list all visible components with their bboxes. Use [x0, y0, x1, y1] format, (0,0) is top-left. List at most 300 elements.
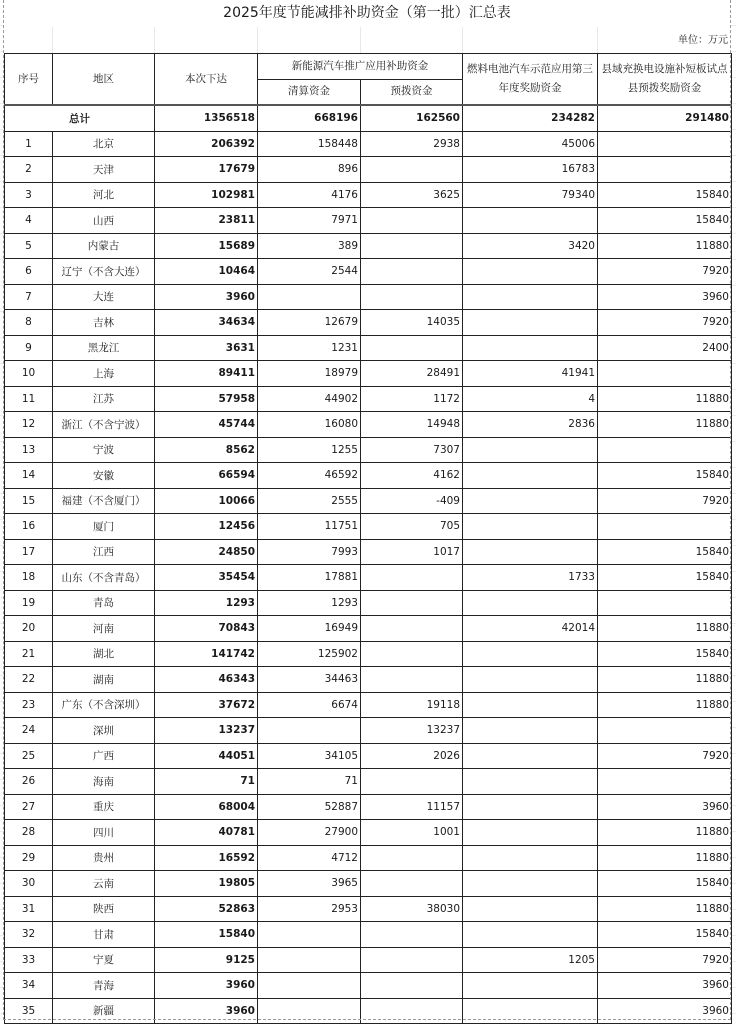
cell-county-charging[interactable]: 15840	[598, 463, 732, 489]
page-break-left	[3, 0, 4, 1020]
cell-region[interactable]: 深圳	[53, 718, 155, 744]
cell-current[interactable]: 10066	[155, 488, 258, 514]
cell-fuel-cell[interactable]: 16783	[463, 157, 598, 183]
cell-nev-clearing[interactable]: 2544	[258, 259, 361, 285]
header-nev-prealloc[interactable]: 预拨资金	[361, 79, 463, 105]
cell-county-charging[interactable]: 7920	[598, 947, 732, 973]
cell-region[interactable]: 宁夏	[53, 947, 155, 973]
cell-county-charging[interactable]: 15840	[598, 208, 732, 234]
cell-region[interactable]: 吉林	[53, 310, 155, 336]
total-county-charging[interactable]: 291480	[598, 105, 732, 131]
table-row	[5, 335, 732, 361]
cell-index[interactable]: 12	[5, 412, 53, 438]
table-row	[5, 794, 732, 820]
cell-fuel-cell[interactable]: 3420	[463, 233, 598, 259]
cell-nev-clearing[interactable]: 2555	[258, 488, 361, 514]
cell-region[interactable]: 天津	[53, 157, 155, 183]
total-label[interactable]: 总计	[5, 105, 155, 131]
cell-current[interactable]: 12456	[155, 514, 258, 540]
cell-nev-prealloc[interactable]: 1001	[361, 820, 463, 846]
cell-index[interactable]: 28	[5, 820, 53, 846]
cell-fuel-cell[interactable]	[463, 871, 598, 897]
cell-nev-clearing[interactable]: 12679	[258, 310, 361, 336]
cell-region[interactable]: 浙江（不含宁波）	[53, 412, 155, 438]
cell-region[interactable]: 云南	[53, 871, 155, 897]
cell-nev-prealloc[interactable]	[361, 922, 463, 948]
cell-index[interactable]: 1	[5, 131, 53, 157]
gridline	[360, 27, 361, 53]
cell-county-charging[interactable]: 7920	[598, 259, 732, 285]
cell-region[interactable]: 海南	[53, 769, 155, 795]
cell-region[interactable]: 安徽	[53, 463, 155, 489]
cell-index[interactable]: 3	[5, 182, 53, 208]
cell-fuel-cell[interactable]	[463, 794, 598, 820]
cell-nev-clearing[interactable]: 125902	[258, 641, 361, 667]
cell-nev-prealloc[interactable]: 28491	[361, 361, 463, 387]
table-row	[5, 539, 732, 565]
cell-fuel-cell[interactable]	[463, 641, 598, 667]
cell-nev-prealloc[interactable]: 4162	[361, 463, 463, 489]
cell-county-charging[interactable]: 7920	[598, 743, 732, 769]
cell-fuel-cell[interactable]	[463, 284, 598, 310]
table-row	[5, 361, 732, 387]
cell-current[interactable]: 13237	[155, 718, 258, 744]
cell-region[interactable]: 江西	[53, 539, 155, 565]
cell-nev-prealloc[interactable]	[361, 845, 463, 871]
cell-index[interactable]: 26	[5, 769, 53, 795]
cell-county-charging[interactable]: 11880	[598, 386, 732, 412]
cell-nev-prealloc[interactable]: 13237	[361, 718, 463, 744]
cell-county-charging[interactable]: 3960	[598, 794, 732, 820]
total-current[interactable]: 1356518	[155, 105, 258, 131]
table-row	[5, 514, 732, 540]
cell-nev-clearing[interactable]	[258, 284, 361, 310]
cell-index[interactable]: 35	[5, 998, 53, 1024]
cell-nev-prealloc[interactable]: 2026	[361, 743, 463, 769]
cell-region[interactable]: 河北	[53, 182, 155, 208]
header-county-charging[interactable]: 县域充换电设施补短板试点县预拨奖励资金	[598, 54, 732, 106]
table-row	[5, 973, 732, 999]
cell-nev-clearing[interactable]	[258, 718, 361, 744]
cell-nev-prealloc[interactable]: 705	[361, 514, 463, 540]
cell-current[interactable]: 89411	[155, 361, 258, 387]
cell-fuel-cell[interactable]	[463, 463, 598, 489]
cell-region[interactable]: 河南	[53, 616, 155, 642]
cell-nev-clearing[interactable]: 2953	[258, 896, 361, 922]
cell-nev-prealloc[interactable]	[361, 641, 463, 667]
cell-fuel-cell[interactable]	[463, 667, 598, 693]
table-title: 2025年度节能减排补助资金（第一批）汇总表	[4, 0, 730, 28]
cell-county-charging[interactable]: 3960	[598, 973, 732, 999]
cell-nev-prealloc[interactable]: 1172	[361, 386, 463, 412]
cell-county-charging[interactable]: 11880	[598, 233, 732, 259]
cell-nev-prealloc[interactable]	[361, 973, 463, 999]
cell-region[interactable]: 福建（不含厦门）	[53, 488, 155, 514]
cell-fuel-cell[interactable]	[463, 845, 598, 871]
cell-current[interactable]: 44051	[155, 743, 258, 769]
cell-fuel-cell[interactable]	[463, 488, 598, 514]
cell-fuel-cell[interactable]: 4	[463, 386, 598, 412]
cell-region[interactable]: 贵州	[53, 845, 155, 871]
cell-region[interactable]: 湖北	[53, 641, 155, 667]
header-current[interactable]: 本次下达	[155, 54, 258, 106]
cell-index[interactable]: 21	[5, 641, 53, 667]
cell-region[interactable]: 江苏	[53, 386, 155, 412]
table-row	[5, 922, 732, 948]
total-fuel-cell[interactable]: 234282	[463, 105, 598, 131]
cell-nev-clearing[interactable]: 11751	[258, 514, 361, 540]
table-row	[5, 386, 732, 412]
header-nev-group[interactable]: 新能源汽车推广应用补助资金	[258, 54, 463, 80]
table-row	[5, 641, 732, 667]
table-row	[5, 896, 732, 922]
cell-current[interactable]: 34634	[155, 310, 258, 336]
table-row	[5, 182, 732, 208]
cell-county-charging[interactable]	[598, 157, 732, 183]
subsidy-summary-table	[4, 53, 732, 1024]
gridline	[597, 27, 598, 53]
cell-current[interactable]: 45744	[155, 412, 258, 438]
cell-current[interactable]: 1293	[155, 590, 258, 616]
cell-county-charging[interactable]	[598, 361, 732, 387]
cell-fuel-cell[interactable]: 1205	[463, 947, 598, 973]
gridline	[257, 27, 258, 53]
cell-region[interactable]: 湖南	[53, 667, 155, 693]
cell-nev-prealloc[interactable]	[361, 769, 463, 795]
cell-current[interactable]: 16592	[155, 845, 258, 871]
table-row	[5, 590, 732, 616]
cell-fuel-cell[interactable]	[463, 692, 598, 718]
cell-index[interactable]: 23	[5, 692, 53, 718]
cell-region[interactable]: 辽宁（不含大连）	[53, 259, 155, 285]
table-row	[5, 233, 732, 259]
cell-index[interactable]: 11	[5, 386, 53, 412]
cell-county-charging[interactable]: 15840	[598, 539, 732, 565]
cell-region[interactable]: 青岛	[53, 590, 155, 616]
cell-county-charging[interactable]: 11880	[598, 692, 732, 718]
cell-index[interactable]: 8	[5, 310, 53, 336]
unit-label: 单位：万元	[678, 35, 728, 46]
cell-nev-prealloc[interactable]: 2938	[361, 131, 463, 157]
cell-index[interactable]: 4	[5, 208, 53, 234]
cell-nev-clearing[interactable]: 7971	[258, 208, 361, 234]
cell-current[interactable]: 3960	[155, 973, 258, 999]
page-break-right	[730, 0, 731, 1020]
cell-fuel-cell[interactable]	[463, 743, 598, 769]
page-break-bottom	[3, 1019, 731, 1020]
table-row	[5, 565, 732, 591]
cell-nev-clearing[interactable]: 7993	[258, 539, 361, 565]
cell-county-charging[interactable]	[598, 437, 732, 463]
cell-nev-prealloc[interactable]	[361, 590, 463, 616]
cell-nev-clearing[interactable]: 71	[258, 769, 361, 795]
cell-index[interactable]: 22	[5, 667, 53, 693]
cell-current[interactable]: 46343	[155, 667, 258, 693]
cell-current[interactable]: 9125	[155, 947, 258, 973]
cell-current[interactable]: 57958	[155, 386, 258, 412]
cell-county-charging[interactable]: 7920	[598, 488, 732, 514]
cell-current[interactable]: 35454	[155, 565, 258, 591]
cell-current[interactable]: 66594	[155, 463, 258, 489]
cell-fuel-cell[interactable]	[463, 335, 598, 361]
cell-fuel-cell[interactable]: 41941	[463, 361, 598, 387]
cell-fuel-cell[interactable]	[463, 718, 598, 744]
cell-nev-clearing[interactable]: 1255	[258, 437, 361, 463]
cell-region[interactable]: 厦门	[53, 514, 155, 540]
cell-nev-clearing[interactable]	[258, 922, 361, 948]
table-row	[5, 157, 732, 183]
gridline	[52, 27, 53, 53]
cell-fuel-cell[interactable]	[463, 310, 598, 336]
table-row	[5, 769, 732, 795]
cell-fuel-cell[interactable]	[463, 539, 598, 565]
cell-county-charging[interactable]: 11880	[598, 845, 732, 871]
cell-current[interactable]: 70843	[155, 616, 258, 642]
cell-county-charging[interactable]: 15840	[598, 922, 732, 948]
cell-nev-clearing[interactable]: 158448	[258, 131, 361, 157]
cell-region[interactable]: 山东（不含青岛）	[53, 565, 155, 591]
cell-current[interactable]: 3960	[155, 998, 258, 1024]
header-fuel-cell[interactable]: 燃料电池汽车示范应用第三年度奖励资金	[463, 54, 598, 106]
cell-index[interactable]: 18	[5, 565, 53, 591]
cell-current[interactable]: 3631	[155, 335, 258, 361]
cell-current[interactable]: 37672	[155, 692, 258, 718]
table-row	[5, 412, 732, 438]
cell-county-charging[interactable]: 2400	[598, 335, 732, 361]
cell-fuel-cell[interactable]: 2836	[463, 412, 598, 438]
cell-nev-prealloc[interactable]	[361, 208, 463, 234]
header-index[interactable]: 序号	[5, 54, 53, 106]
cell-region[interactable]: 北京	[53, 131, 155, 157]
cell-nev-prealloc[interactable]	[361, 157, 463, 183]
cell-county-charging[interactable]: 11880	[598, 412, 732, 438]
cell-nev-prealloc[interactable]: 19118	[361, 692, 463, 718]
cell-nev-clearing[interactable]: 1231	[258, 335, 361, 361]
cell-county-charging[interactable]	[598, 131, 732, 157]
cell-index[interactable]: 5	[5, 233, 53, 259]
cell-index[interactable]: 34	[5, 973, 53, 999]
cell-index[interactable]: 15	[5, 488, 53, 514]
cell-nev-prealloc[interactable]	[361, 871, 463, 897]
cell-current[interactable]: 10464	[155, 259, 258, 285]
cell-index[interactable]: 20	[5, 616, 53, 642]
cell-fuel-cell[interactable]	[463, 769, 598, 795]
cell-nev-clearing[interactable]: 34463	[258, 667, 361, 693]
cell-index[interactable]: 2	[5, 157, 53, 183]
table-row	[5, 845, 732, 871]
cell-index[interactable]: 6	[5, 259, 53, 285]
table-row	[5, 463, 732, 489]
cell-index[interactable]: 30	[5, 871, 53, 897]
cell-index[interactable]: 19	[5, 590, 53, 616]
cell-current[interactable]: 3960	[155, 284, 258, 310]
cell-index[interactable]: 10	[5, 361, 53, 387]
cell-region[interactable]: 甘肃	[53, 922, 155, 948]
table-row	[5, 284, 732, 310]
cell-nev-prealloc[interactable]: 3625	[361, 182, 463, 208]
cell-county-charging[interactable]	[598, 769, 732, 795]
cell-current[interactable]: 17679	[155, 157, 258, 183]
cell-nev-prealloc[interactable]	[361, 565, 463, 591]
cell-county-charging[interactable]: 15840	[598, 871, 732, 897]
cell-current[interactable]: 102981	[155, 182, 258, 208]
table-row	[5, 616, 732, 642]
cell-index[interactable]: 33	[5, 947, 53, 973]
cell-index[interactable]: 7	[5, 284, 53, 310]
cell-nev-clearing[interactable]: 1293	[258, 590, 361, 616]
cell-region[interactable]: 重庆	[53, 794, 155, 820]
cell-index[interactable]: 29	[5, 845, 53, 871]
cell-county-charging[interactable]: 11880	[598, 820, 732, 846]
cell-current[interactable]: 40781	[155, 820, 258, 846]
cell-county-charging[interactable]: 3960	[598, 284, 732, 310]
header-row-1	[5, 54, 732, 80]
table-row	[5, 259, 732, 285]
cell-nev-clearing[interactable]: 44902	[258, 386, 361, 412]
cell-region[interactable]: 陕西	[53, 896, 155, 922]
cell-region[interactable]: 广西	[53, 743, 155, 769]
total-nev-clearing[interactable]: 668196	[258, 105, 361, 131]
table-row	[5, 208, 732, 234]
cell-county-charging[interactable]: 7920	[598, 310, 732, 336]
cell-county-charging[interactable]	[598, 718, 732, 744]
cell-nev-clearing[interactable]: 6674	[258, 692, 361, 718]
table-row	[5, 871, 732, 897]
cell-nev-clearing[interactable]: 4176	[258, 182, 361, 208]
total-nev-prealloc[interactable]: 162560	[361, 105, 463, 131]
cell-nev-clearing[interactable]: 27900	[258, 820, 361, 846]
cell-nev-clearing[interactable]	[258, 973, 361, 999]
cell-index[interactable]: 31	[5, 896, 53, 922]
cell-index[interactable]: 13	[5, 437, 53, 463]
cell-nev-clearing[interactable]: 16080	[258, 412, 361, 438]
cell-county-charging[interactable]: 11880	[598, 616, 732, 642]
cell-county-charging[interactable]: 15840	[598, 182, 732, 208]
cell-nev-clearing[interactable]: 4712	[258, 845, 361, 871]
cell-region[interactable]: 四川	[53, 820, 155, 846]
cell-county-charging[interactable]: 15840	[598, 641, 732, 667]
cell-nev-prealloc[interactable]	[361, 947, 463, 973]
table-row	[5, 692, 732, 718]
cell-region[interactable]: 黑龙江	[53, 335, 155, 361]
cell-region[interactable]: 大连	[53, 284, 155, 310]
cell-current[interactable]: 15840	[155, 922, 258, 948]
cell-nev-clearing[interactable]: 896	[258, 157, 361, 183]
cell-nev-prealloc[interactable]: -409	[361, 488, 463, 514]
table-row	[5, 820, 732, 846]
cell-county-charging[interactable]	[598, 514, 732, 540]
cell-nev-prealloc[interactable]: 7307	[361, 437, 463, 463]
cell-region[interactable]: 新疆	[53, 998, 155, 1024]
cell-nev-prealloc[interactable]	[361, 284, 463, 310]
header-region[interactable]: 地区	[53, 54, 155, 106]
cell-nev-clearing[interactable]	[258, 947, 361, 973]
cell-current[interactable]: 206392	[155, 131, 258, 157]
cell-nev-clearing[interactable]: 46592	[258, 463, 361, 489]
cell-index[interactable]: 24	[5, 718, 53, 744]
cell-nev-prealloc[interactable]	[361, 616, 463, 642]
cell-nev-clearing[interactable]: 3965	[258, 871, 361, 897]
cell-fuel-cell[interactable]: 79340	[463, 182, 598, 208]
cell-index[interactable]: 17	[5, 539, 53, 565]
cell-fuel-cell[interactable]	[463, 973, 598, 999]
table-row	[5, 310, 732, 336]
cell-current[interactable]: 141742	[155, 641, 258, 667]
cell-county-charging[interactable]: 3960	[598, 998, 732, 1024]
cell-current[interactable]: 15689	[155, 233, 258, 259]
cell-county-charging[interactable]: 11880	[598, 667, 732, 693]
cell-nev-clearing[interactable]: 34105	[258, 743, 361, 769]
table-row	[5, 667, 732, 693]
cell-nev-clearing[interactable]: 389	[258, 233, 361, 259]
cell-region[interactable]: 山西	[53, 208, 155, 234]
cell-fuel-cell[interactable]: 1733	[463, 565, 598, 591]
cell-fuel-cell[interactable]	[463, 896, 598, 922]
cell-index[interactable]: 14	[5, 463, 53, 489]
cell-fuel-cell[interactable]	[463, 514, 598, 540]
cell-index[interactable]: 9	[5, 335, 53, 361]
cell-current[interactable]: 68004	[155, 794, 258, 820]
cell-fuel-cell[interactable]: 42014	[463, 616, 598, 642]
gridline	[154, 27, 155, 53]
cell-nev-prealloc[interactable]: 38030	[361, 896, 463, 922]
cell-nev-clearing[interactable]: 17881	[258, 565, 361, 591]
cell-nev-prealloc[interactable]	[361, 233, 463, 259]
cell-index[interactable]: 16	[5, 514, 53, 540]
cell-nev-prealloc[interactable]	[361, 335, 463, 361]
cell-nev-prealloc[interactable]	[361, 667, 463, 693]
cell-fuel-cell[interactable]	[463, 590, 598, 616]
cell-region[interactable]: 宁波	[53, 437, 155, 463]
cell-index[interactable]: 25	[5, 743, 53, 769]
cell-current[interactable]: 52863	[155, 896, 258, 922]
cell-nev-clearing[interactable]: 52887	[258, 794, 361, 820]
cell-region[interactable]: 内蒙古	[53, 233, 155, 259]
cell-county-charging[interactable]: 11880	[598, 896, 732, 922]
cell-county-charging[interactable]: 15840	[598, 565, 732, 591]
unit-row	[4, 27, 730, 53]
cell-fuel-cell[interactable]	[463, 259, 598, 285]
cell-nev-prealloc[interactable]: 14948	[361, 412, 463, 438]
gridline	[462, 27, 463, 53]
cell-current[interactable]: 24850	[155, 539, 258, 565]
cell-county-charging[interactable]	[598, 590, 732, 616]
cell-region[interactable]: 上海	[53, 361, 155, 387]
cell-nev-prealloc[interactable]: 11157	[361, 794, 463, 820]
cell-nev-prealloc[interactable]: 1017	[361, 539, 463, 565]
cell-fuel-cell[interactable]: 45006	[463, 131, 598, 157]
cell-current[interactable]: 71	[155, 769, 258, 795]
cell-current[interactable]: 8562	[155, 437, 258, 463]
cell-fuel-cell[interactable]	[463, 922, 598, 948]
cell-index[interactable]: 32	[5, 922, 53, 948]
cell-index[interactable]: 27	[5, 794, 53, 820]
header-nev-clearing[interactable]: 清算资金	[258, 79, 361, 105]
cell-nev-clearing[interactable]: 16949	[258, 616, 361, 642]
cell-fuel-cell[interactable]	[463, 437, 598, 463]
table-row	[5, 743, 732, 769]
cell-nev-prealloc[interactable]	[361, 259, 463, 285]
cell-current[interactable]: 23811	[155, 208, 258, 234]
cell-fuel-cell[interactable]	[463, 208, 598, 234]
cell-region[interactable]: 广东（不含深圳）	[53, 692, 155, 718]
table-row	[5, 947, 732, 973]
cell-nev-prealloc[interactable]: 14035	[361, 310, 463, 336]
cell-current[interactable]: 19805	[155, 871, 258, 897]
cell-region[interactable]: 青海	[53, 973, 155, 999]
cell-fuel-cell[interactable]	[463, 820, 598, 846]
cell-nev-clearing[interactable]: 18979	[258, 361, 361, 387]
